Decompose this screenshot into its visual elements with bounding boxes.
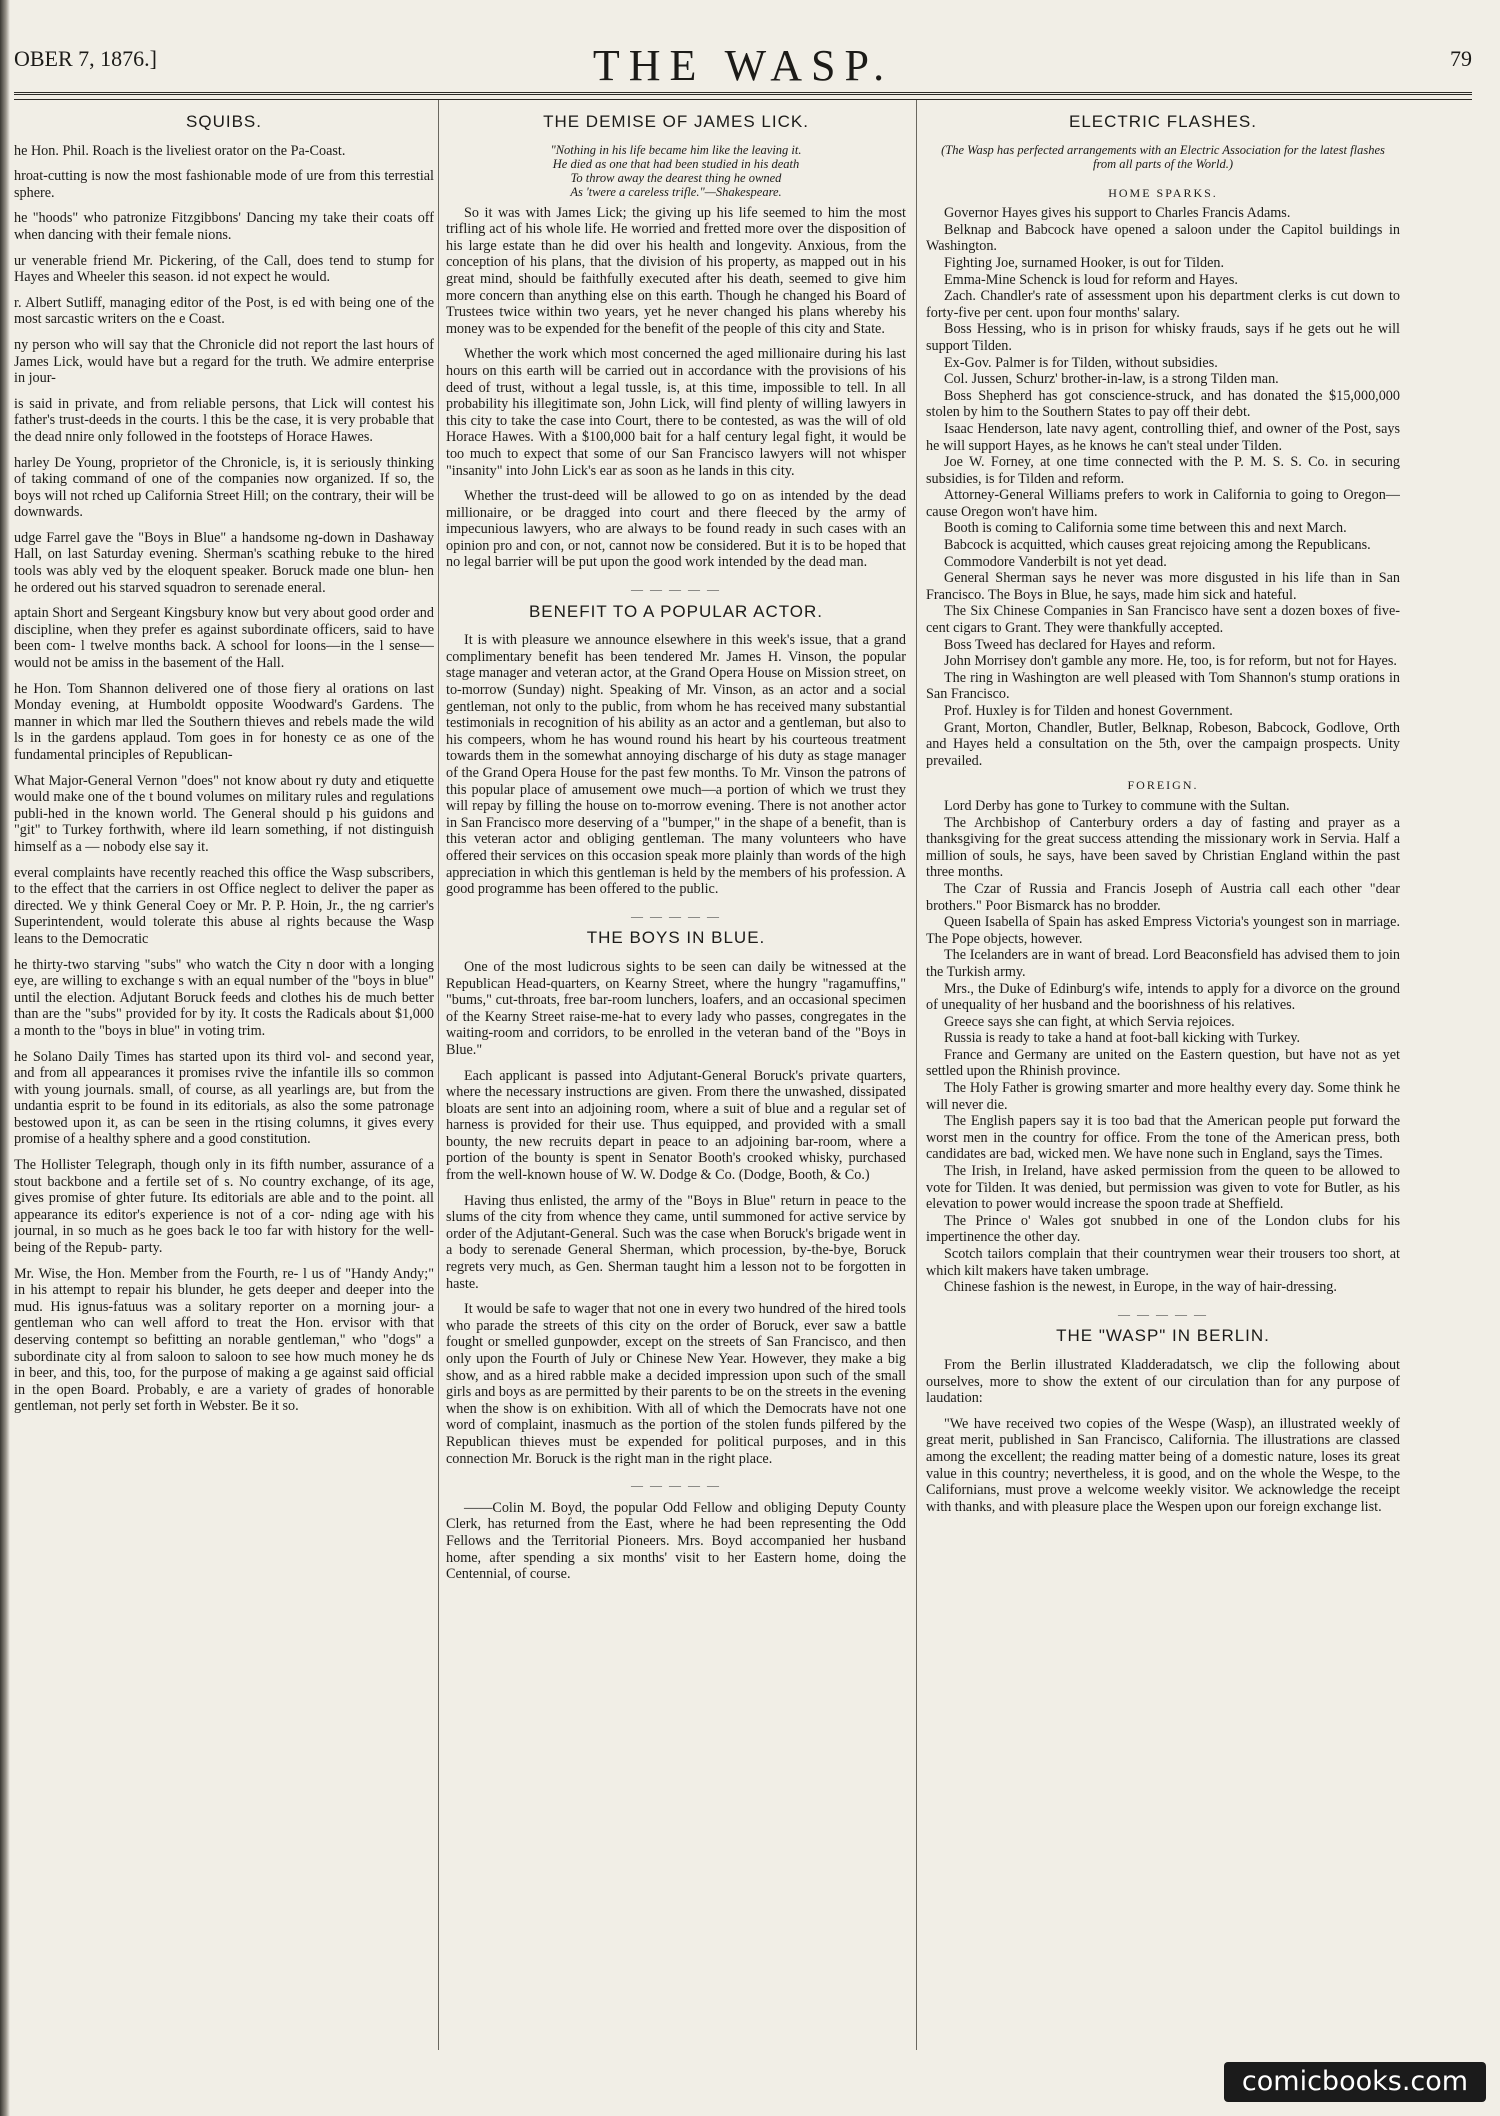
paragraph: ur venerable friend Mr. Pickering, of the Call, does tend to stump for Hayes and Wheeler this season. id not expect he would. — [14, 252, 434, 286]
paragraph: What Major-General Vernon "does" not know about ry duty and etiquette would make one of the t bound volumes on military rules and regulations publi-hed in the known world. The General should p his guidons and "git" to Turkey forthwith, where ild learn something, if not distinguish himself as a — nobody else say it. — [14, 772, 434, 855]
paragraph: Whether the work which most concerned the aged millionaire during his last hours on this earth will be carried out in accordance with the provisions of his deed of trust, without a legal tussle, is, at this time, impossible to tell. In all probability his illegitimate son, John Lick, will find plenty of willing lawyers in this city to take the case into Court, there to be contested, as was the will of old Horace Hawes. With a $100,000 bait for a half century legal fight, it would be too much to expect that some of our San Francisco lawyers will not whisper "insanity" into John Lick's ear as soon as he lands in this city. — [446, 346, 906, 479]
masthead — [14, 40, 1472, 88]
epigraph-line: As 'twere a careless trifle."—Shakespeare. — [570, 184, 782, 199]
binding-edge — [0, 0, 10, 2116]
paragraph: ——Colin M. Boyd, the popular Odd Fellow and obliging Deputy County Clerk, has returned from the East, where he had been representing the Odd Fellows and the Territorial Pioneers. Mrs. Boyd accompanied her husband home, after spending a six months' visit to her Eastern home, doing the Centennial, of course. — [446, 1499, 906, 1583]
news-item: Boss Hessing, who is in prison for whisky frauds, says if he gets out he will support Tilden. — [926, 321, 1400, 354]
section-heading-lick: THE DEMISE OF JAMES LICK. — [543, 112, 809, 131]
column-right — [926, 108, 1400, 2043]
news-item: Scotch tailors complain that their countrymen wear their trousers too short, at which kilt makers have taken umbrage. — [926, 1246, 1400, 1279]
news-item: General Sherman says he never was more disgusted in his life than in San Francisco. The Boys in Blue, he says, made him sick and hateful. — [926, 570, 1400, 603]
page-number: 79 — [1450, 46, 1472, 71]
section-note: (The Wasp has perfected arrangements with an Electric Association for the latest flashes from all parts of the World.) — [941, 142, 1385, 171]
section-heading-benefit: BENEFIT TO A POPULAR ACTOR. — [528, 601, 824, 621]
news-item: Commodore Vanderbilt is not yet dead. — [944, 553, 1167, 570]
paragraph: Whether the trust-deed will be allowed to go on as intended by the dead millionaire, or be dragged into court and there fleeced by the army of impecunious lawyers, who are always to be found ready in such cases with an opinion pro and con, or not, cannot now be considered. But it is to be hoped that no legal barrier will be put upon the good work intended by the dead man. — [446, 488, 906, 571]
news-item: The Holy Father is growing smarter and more healthy every day. Some think he will never die. — [926, 1080, 1400, 1113]
news-item: Joe W. Forney, at one time connected with the P. M. S. S. Co. in securing subsidies, is for Tilden and reform. — [926, 454, 1400, 487]
news-item: Russia is ready to take a hand at foot-ball kicking with Turkey. — [944, 1030, 1301, 1047]
paragraph: he Hon. Tom Shannon delivered one of those fiery al orations on last Monday evening, at Humboldt opposite Woodward's Gardens. The manner in which mar lled the Southern thieves and rebels made the wild ls in the gardens applaud. Tom goes in for honesty ce as one of the fundamental principles of Republican- — [14, 680, 434, 763]
news-item: Mrs., the Duke of Edinburg's wife, intends to apply for a divorce on the ground of unequality of her husband and the boorishness of his relatives. — [926, 980, 1400, 1014]
paragraph: udge Farrel gave the "Boys in Blue" a handsome ng-down in Dashaway Hall, on last Saturday evening. Sherman's scathing rebuke to the hired tools was ably ved by the eloquent speaker. Boruck made one blun- hen he ordered out his starved squadron to serenade eneral. — [14, 529, 434, 596]
paragraph: he Solano Daily Times has started upon its third vol- and second year, and from all appearances it promises rvive the infantile ills so common with young journals. small, of course, as all yearlings are, but from the undantia esprit to be found in its editorials, as also the some patronage bestowed upon it, as can be seen in the rtising columns, it gives every promise of a healthy sphere and a good constitution. — [14, 1048, 434, 1148]
news-item: Boss Tweed has declared for Hayes and reform. — [944, 636, 1216, 653]
news-item: Babcock is acquitted, which causes great rejoicing among the Republicans. — [944, 537, 1371, 554]
site-watermark — [1224, 2062, 1486, 2102]
section-heading-boys-in-blue: THE BOYS IN BLUE. — [586, 928, 766, 948]
news-item: Lord Derby has gone to Turkey to commune with the Sultan. — [944, 797, 1290, 814]
news-item: The Prince o' Wales got snubbed in one of the London clubs for his impertinence the other day. — [926, 1212, 1400, 1246]
paragraph: r. Albert Sutliff, managing editor of the Post, is ed with being one of the most sarcastic writers on the e Coast. — [14, 294, 434, 328]
paragraph: Each applicant is passed into Adjutant-General Boruck's private quarters, where the necessary instructions are given. From there the unwashed, dissipated bloats are sent into an adjoining room, where a suit of blue and a regular set of harness is provided for their use. Thus equipped, and provided with a small bounty, the new recruits depart in peace to an adjoining bar-room, where a portion of the bounty is spent in Senator Booth's crooked whisky, purchased from the well-known house of W. W. Dodge & Co. (Dodge, Booth, & Co.) — [446, 1067, 906, 1184]
news-item: Boss Shepherd has got conscience-struck, and has donated the $15,000,000 stolen by him to the Southern States to pay off their debt. — [926, 387, 1400, 421]
news-item: John Morrisey don't gamble any more. He, too, is for reform, but not for Hayes. — [944, 653, 1397, 670]
news-item: Grant, Morton, Chandler, Butler, Belknap, Robeson, Babcock, Godlove, Orth and Hayes held a consultation on the 5th, over the campaign prospects. Unity prevailed. — [926, 719, 1400, 769]
paragraph: hroat-cutting is now the most fashionable mode of ure from this terrestial sphere. — [14, 168, 434, 201]
subheading-foreign: FOREIGN. — [1127, 778, 1199, 793]
news-item: Booth is coming to California some time between this and next March. — [944, 520, 1347, 537]
paragraph: aptain Short and Sergeant Kingsbury know but very about good order and discipline, when they prefer es against subordinate officers, said to have been com- l twelve months back. A school for loons—in the l sense—would not be amiss in the basement of the Hall. — [14, 605, 434, 672]
column-squibs — [14, 108, 434, 2043]
column-middle — [446, 108, 906, 2043]
paragraph: One of the most ludicrous sights to be seen can daily be witnessed at the Republican Head-quarters, on Kearny Street, where the hungry "ragamuffins," "bums," cut-throats, free bar-room lunchers, loafers, and an occasional specimen of the Kearny Street raise-me-hat to every lady who passes, congregates in the waiting-room and corridors, to be enrolled in the veteran band of the "Boys in Blue." — [446, 958, 906, 1058]
paragraph: is said in private, and from reliable persons, that Lick will contest his father's trust-deeds in the courts. l this be the case, it is very probable that the dead nnire only followed in the footsteps of Horace Hawes. — [14, 395, 434, 445]
paragraph: he Hon. Phil. Roach is the liveliest orator on the Pa-Coast. — [14, 142, 346, 159]
column-rule — [916, 100, 917, 2050]
epigraph-line: "Nothing in his life became him like the leaving it. — [550, 142, 802, 157]
news-item: The Czar of Russia and Francis Joseph of Austria call each other "dear brothers." Poor Bismarck has no brodder. — [926, 880, 1400, 914]
paragraph: harley De Young, proprietor of the Chronicle, is, it is seriously thinking of taking command of one of the companies now organized. If so, the boys will not rched up California Street Hill; on the contrary, their will be downwards. — [14, 454, 434, 521]
news-item: Belknap and Babcock have opened a saloon under the Capitol buildings in Washington. — [926, 221, 1400, 255]
issue-date: OBER 7, 1876.] — [14, 46, 157, 71]
paragraph: It is with pleasure we announce elsewhere in this week's issue, that a grand complimentary benefit has been tendered Mr. James H. Vinson, the popular stage manager and veteran actor, at the Grand Opera House on Mission street, on to-morrow (Sunday) night. Speaking of Mr. Vinson, as an actor and a social gentleman, not only to the public, from whom he has received many substantial testimonials in recognition of his ability as an actor and a gentleman, but also to his compeers, whom he has wound round his heart by his courteous treatment towards them in the somewhat annoying discharge of his duty as stage manager of the Grand Opera House for the past few months. To Mr. Vinson the patrons of this popular place of amusement owe much—a portion of which we trust they will repay by filling the house on to-morrow evening. There is not another actor in San Francisco more deserving of a "bumper," in the shape of a benefit, than is this veteran actor and obliging gentleman. The many volunteers who have offered their services on this occasion speak more plainly than words of the high appreciation in which this gentleman is held by the members of his profession. A good programme has been offered to the public. — [446, 632, 906, 898]
news-item: Attorney-General Williams prefers to work in California to going to Oregon—cause Oregon won't have him. — [926, 487, 1400, 520]
news-item: Ex-Gov. Palmer is for Tilden, without subsidies. — [944, 354, 1218, 371]
news-item: The ring in Washington are well pleased with Tom Shannon's stump orations in San Francisco. — [926, 669, 1400, 703]
section-divider — [926, 1306, 1400, 1323]
news-item: Col. Jussen, Schurz' brother-in-law, is a strong Tilden man. — [944, 371, 1279, 388]
paragraph: ny person who will say that the Chronicle did not report the last hours of James Lick, would have but a regard for the truth. We admire enterprise in jour- — [14, 336, 434, 387]
news-item: France and Germany are united on the Eastern question, but have not as yet settled upon the Rhinish province. — [926, 1046, 1400, 1080]
news-item: Queen Isabella of Spain has asked Empress Victoria's youngest son in marriage. The Pope objects, however. — [926, 914, 1400, 947]
masthead-rule — [14, 92, 1472, 100]
news-item: Chinese fashion is the newest, in Europe, in the way of hair-dressing. — [944, 1279, 1337, 1296]
section-divider — [446, 908, 906, 925]
news-item: The Six Chinese Companies in San Francisco have sent a dozen boxes of five-cent cigars to Grant. They were thankfully accepted. — [926, 603, 1400, 637]
section-divider — [446, 1477, 906, 1494]
paragraph: everal complaints have recently reached this office the Wasp subscribers, to the effect that the carriers in ost Office neglect to deliver the paper as directed. We y think General Coey or Mr. P. P. Hoin, Jr., the ng carrier's Superintendent, would tolerate this abuse al rights because the Wasp leans to the Democratic — [14, 864, 434, 947]
news-item: Isaac Henderson, late navy agent, controlling thief, and owner of the Post, says he will support Hayes, as he knows he can't steal under Tilden. — [926, 420, 1400, 454]
column-rule — [438, 100, 439, 2050]
subheading-home-sparks: HOME SPARKS. — [1108, 185, 1218, 200]
section-heading-squibs: SQUIBS. — [186, 112, 262, 131]
epigraph-line: He died as one that had been studied in his death — [552, 156, 800, 171]
news-item: Emma-Mine Schenck is loud for reform and Hayes. — [944, 271, 1238, 288]
paragraph: he thirty-two starving "subs" who watch the City n door with a longing eye, are willing to exchange s with an equal number of the "boys in blue" until the election. Adjutant Boruck feeds and clothes his de much better than are the "subs" provided for by ity. It costs the Radicals about $1,000 a month to the "boys in blue" in voting trim. — [14, 956, 434, 1039]
section-heading-electric-flashes: ELECTRIC FLASHES. — [1069, 112, 1257, 131]
section-divider — [446, 581, 906, 598]
newspaper-title: THE WASP. — [592, 41, 894, 90]
paragraph: Mr. Wise, the Hon. Member from the Fourth, re- l us of "Handy Andy;" in his attempt to repair his blunder, he gets deeper and deeper into the mud. His ignus-fatuus was a solitary reporter on a morning jour- a gentleman who can well afford to treat the Hon. ervisor with that deserving contempt so befitting an norable gentleman," who "dogs" a subordinate city al from saloon to saloon to see how much money he ds in beer, and this, too, for the purpose of making a ge against said official in the open Board. Probably, e are a variety of grades of honorable gentleman, not perly set forth in Webster. Be it so. — [14, 1265, 434, 1415]
news-item: Zach. Chandler's rate of assessment upon his department clerks is cut down to forty-five per cent. upon four months' salary. — [926, 288, 1400, 321]
news-item: Greece says she can fight, at which Servia rejoices. — [944, 1013, 1235, 1030]
paragraph: The Hollister Telegraph, though only in its fifth number, assurance of a stout backbone and a fertile set of s. No country exchange, of its age, gives promise of ghter future. Its editorials are able and to the point. all appearance its editor's experience is not of a cor- nding age with his journal, in so much as he goes back le too far with history for the well-being of the Repub- party. — [14, 1157, 434, 1257]
news-item: The Icelanders are in want of bread. Lord Beaconsfield has advised them to join the Turkish army. — [926, 947, 1400, 980]
news-item: The Irish, in Ireland, have asked permission from the queen to be allowed to vote for Tilden. It was denied, but permission was given to vote for Butler, as his elevation to power would increase the spoon trade at Sheffield. — [926, 1163, 1400, 1213]
watermark-text: comicbooks.com — [1241, 2066, 1469, 2097]
news-item: The English papers say it is too bad that the American people put forward the worst men in the country for office. From the tone of the American press, both candidates are bad, wicked men. We have none such in England, says the Times. — [926, 1113, 1400, 1163]
paragraph: he "hoods" who patronize Fitzgibbons' Dancing my take their coats off when dancing with their female nions. — [14, 210, 434, 243]
paragraph: "We have received two copies of the Wespe (Wasp), an illustrated weekly of great merit, published in San Francisco, California. The illustrations are classed among the excellent; the reading matter being of a domestic nature, loses its great value in this country; nevertheless, it is good, and on the whole the Wespe, to the Californians, must prove a welcome weekly visitor. We acknowledge the receipt with thanks, and with pleasure place the Wespen upon our foreign exchange list. — [926, 1415, 1400, 1515]
paragraph: So it was with James Lick; the giving up his life seemed to him the most trifling act of his whole life. He worried and fretted more over the disposition of his large estate than he did over his health and longevity. Anxious, from the conception of his plans, that the division of his property, as mapped out in his great mind, should be faithfully executed after his death, seemed to give him more concern than anything else on this earth. Though he changed his Board of Trustees twice within two years, yet he never changed his plans whereby his money was to be expended for the benefit of the people of this city and State. — [446, 204, 906, 337]
paragraph: From the Berlin illustrated Kladderadatsch, we clip the following about ourselves, more to show the extent of our circulation than for any purpose of laudation: — [926, 1356, 1400, 1407]
news-item: Governor Hayes gives his support to Charles Francis Adams. — [944, 205, 1291, 222]
home-sparks-list — [926, 205, 1400, 769]
news-item: Prof. Huxley is for Tilden and honest Government. — [944, 703, 1233, 719]
section-heading-wasp-in-berlin: THE "WASP" IN BERLIN. — [1056, 1326, 1270, 1346]
paragraph: It would be safe to wager that not one in every two hundred of the hired tools who parade the streets of this city on the order of Boruck, ever saw a battle fought or smelled gunpowder, except on the streets of San Francisco, and then only upon the Fourth of July or Chinese New Year. However, they make a big show, and as a hired rabble make a decided impression upon such of the small girls and boys as are permitted by their parents to be on the streets in the evening when the show is on exhibition. With all of which the Democrats have not one word of complaint, inasmuch as the portion of the stolen funds pilfered by the Republican thieves must be expended for political purposes, and in this connection Mr. Boruck is the right man in the right place. — [446, 1301, 906, 1467]
epigraph — [446, 143, 906, 199]
paragraph: Having thus enlisted, the army of the "Boys in Blue" return in peace to the slums of the city from whence they came, until summoned for active service by order of the Adjutant-General. Such was the case when Boruck's brigade went in a body to serenade General Sherman, which procession, by-the-bye, Boruck regrets very much, as Gen. Sherman taught him a lesson not to be forgotten in haste. — [446, 1192, 906, 1292]
foreign-list — [926, 798, 1400, 1296]
news-item: The Archbishop of Canterbury orders a day of fasting and prayer as a thanksgiving for the great success attending the missionary work in Servia. Half a million of souls, he says, have been saved by Christian England within the past three months. — [926, 814, 1400, 881]
news-item: Fighting Joe, surnamed Hooker, is out for Tilden. — [944, 254, 1225, 271]
squibs-body — [14, 143, 434, 1415]
epigraph-line: To throw away the dearest thing he owned — [570, 170, 782, 185]
